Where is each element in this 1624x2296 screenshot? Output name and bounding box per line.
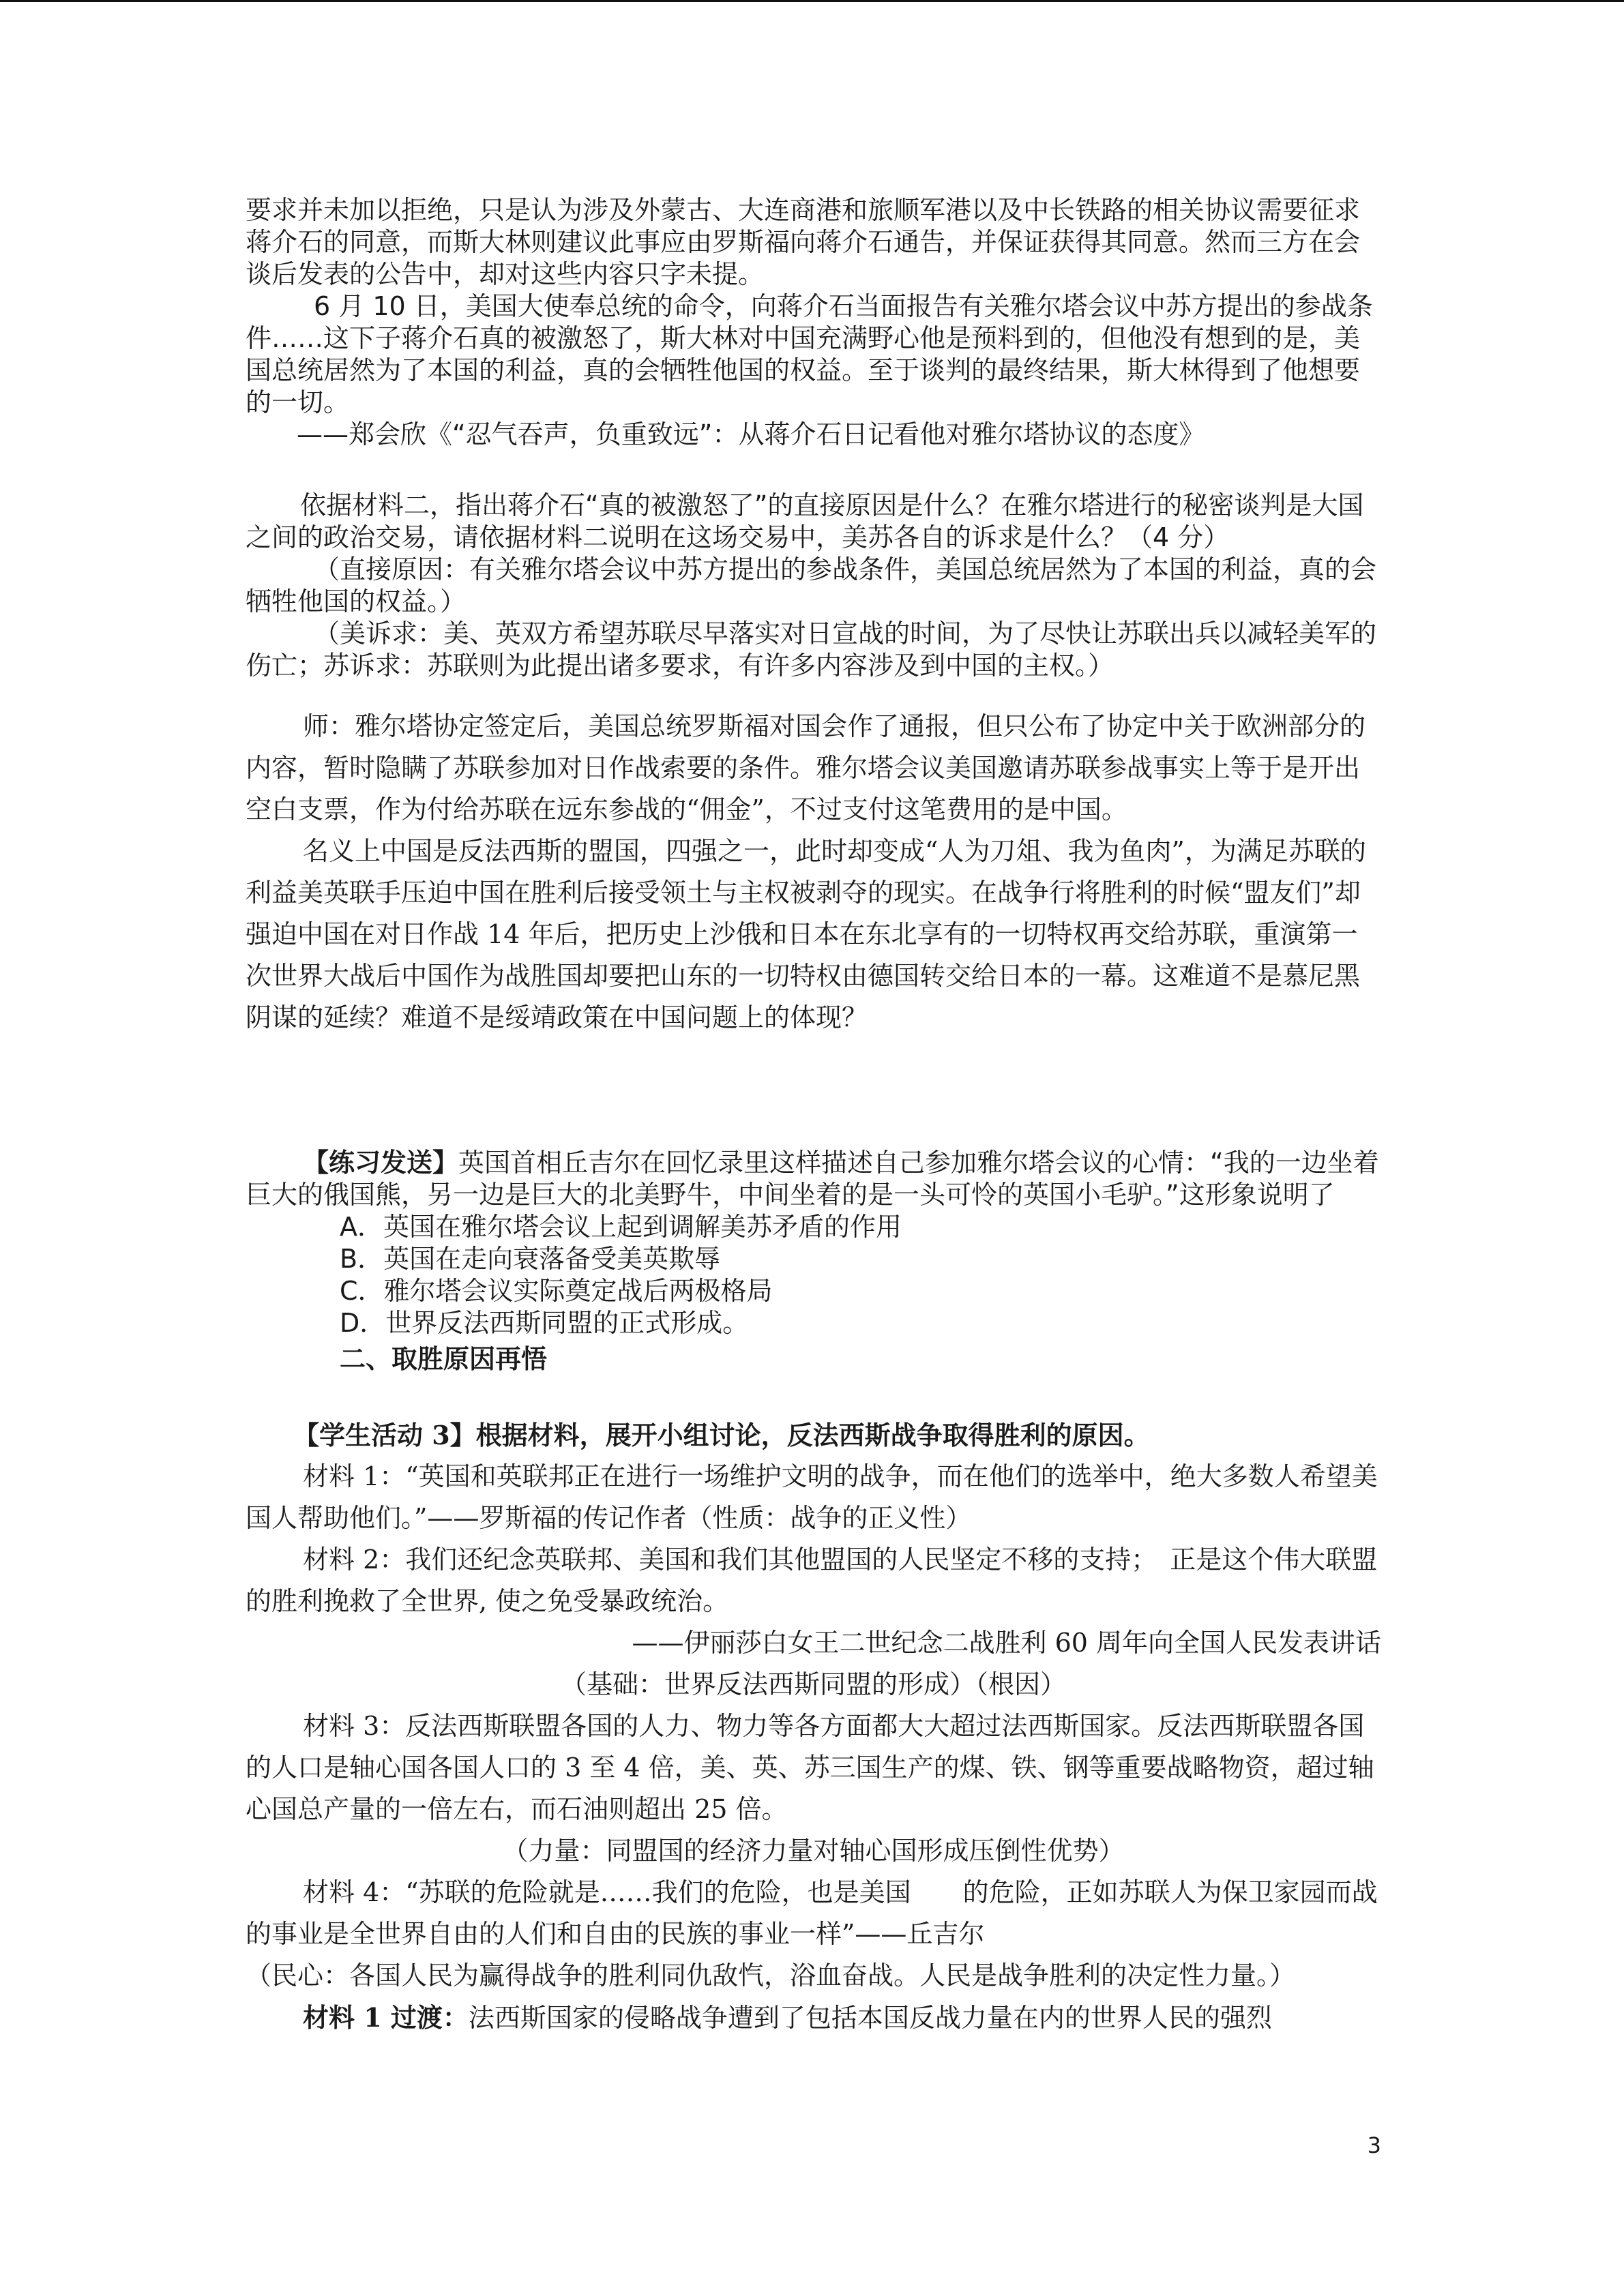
question-block [246,490,1381,682]
teacher-paragraph-1: 师：雅尔塔协定签定后，美国总统罗斯福对国会作了通报，但只公布了协定中关于欧洲部分的内容，暂时隐瞒了苏联参加对日作战索要的条件。雅尔塔会议美国邀请苏联参战事实上等于是开出空白支票，作为付给苏联在远东参战的“佣金”，不过支付这笔费用的是中国。 [246,711,1366,824]
material-3-note: （力量：同盟国的经济力量对轴心国形成压倒性优势） [502,1836,1125,1866]
answer-direct-cause: （直接原因：有关雅尔塔会议中苏方提出的参战条件，美国总统居然为了本国的利益，真的会牺牲他国的权益。） [246,554,1377,616]
option-c: C．雅尔塔会议实际奠定战后两极格局 [340,1276,773,1306]
transition-paragraph [246,1997,1381,2039]
excerpt-paragraph-1: 要求并未加以拒绝，只是认为涉及外蒙古、大连商港和旅顺军港以及中长铁路的相关协议需要征求蒋介石的同意，而斯大林则建议此事应由罗斯福向蒋介石通告，并保证获得其同意。然而三方在会谈后发表的公告中，却对这些内容只字未提。 [246,195,1361,289]
option-d: D．世界反法西斯同盟的正式形成。 [340,1308,749,1338]
excerpt-source: ——郑会欣《“忍气吞声，负重致远”：从蒋介石日记看他对雅尔塔协议的态度》 [297,419,1205,449]
activity-heading: 【学生活动 3】根据材料，展开小组讨论，反法西斯战争取得胜利的原因。 [293,1420,1150,1450]
material-2-source: ——伊丽莎白女王二世纪念二战胜利 60 周年向全国人民发表讲话 [632,1628,1381,1658]
transition-label: 材料 1 过渡： [303,2002,469,2033]
material-2: 材料 2：我们还纪念英联邦、美国和我们其他盟国的人民坚定不移的支持； 正是这个伟大联盟的胜利挽救了全世界, 使之免受暴政统治。 [246,1545,1378,1616]
material-4-note: （民心：各国人民为赢得战争的胜利同仇敌忾，浴血奋战。人民是战争胜利的决定性力量。） [246,1960,1296,1991]
answer-demands: （美诉求：美、英双方希望苏联尽早落实对日宣战的时间，为了尽快让苏联出兵以减轻美军的伤亡；苏诉求：苏联则为此提出诸多要求，有许多内容涉及到中国的主权。） [246,618,1377,681]
question-text: 依据材料二，指出蒋介石“真的被激怒了”的直接原因是什么？在雅尔塔进行的秘密谈判是大国之间的政治交易，请依据材料二说明在这场交易中，美苏各自的诉求是什么？（4 分） [246,490,1364,552]
practice-exercise [246,1147,1381,1375]
student-activity [246,1414,1381,2039]
option-a: A．英国在雅尔塔会议上起到调解美苏矛盾的作用 [340,1212,902,1242]
page-number: 3 [1367,2132,1381,2158]
material-3: 材料 3：反法西斯联盟各国的人力、物力等各方面都大大超过法西斯国家。反法西斯联盟各国的人口是轴心国各国人口的 3 至 4 倍，美、英、苏三国生产的煤、铁、钢等重要战略物资，超过轴心国总产量的一倍左右，而石油则超出 25 倍。 [246,1711,1374,1824]
excerpt-paragraph-2: 6 月 10 日，美国大使奉总统的命令，向蒋介石当面报告有关雅尔塔会议中苏方提出的参战条件……这下子蒋介石真的被激怒了，斯大林对中国充满野心他是预料到的，但他没有想到的是，美国总统居然为了本国的利益，真的会牺牲他国的权益。至于谈判的最终结果，斯大林得到了他想要的一切。 [246,291,1373,417]
practice-label: 【练习发送】 [303,1148,459,1178]
section-heading: 二、取胜原因再悟 [340,1344,548,1374]
material-1: 材料 1：“英国和英联邦正在进行一场维护文明的战争，而在他们的选举中，绝大多数人希望美国人帮助他们。”——罗斯福的传记作者（性质：战争的正义性） [246,1461,1378,1533]
option-b: B．英国在走向衰落备受美英欺辱 [340,1244,721,1274]
teacher-paragraph-2: 名义上中国是反法西斯的盟国，四强之一，此时却变成“人为刀俎、我为鱼肉”，为满足苏联的利益美英联手压迫中国在胜利后接受领土与主权被剥夺的现实。在战争行将胜利的时候“盟友们”却强迫中国在对日作战 14 年后，把历史上沙俄和日本在东北享有的一切特权再交给苏联，重演第一次世界大战后中国作为战胜国却要把山东的一切特权由德国转交给日本的一幕。这难道不是慕尼黑阴谋的延续？难道不是绥靖政策在中国问题上的体现？ [246,836,1366,1032]
practice-question [246,1147,1381,1211]
practice-text: 英国首相丘吉尔在回忆录里这样描述自己参加雅尔塔会议的心情：“我的一边坐着巨大的俄国熊，另一边是巨大的北美野牛，中间坐着的是一头可怜的英国小毛驴。”这形象说明了 [246,1148,1379,1210]
material-2-note: （基础：世界反法西斯同盟的形成）（根因） [560,1669,1066,1699]
material-4: 材料 4：“苏联的危险就是……我们的危险，也是美国 的危险，正如苏联人为保卫家园而战的事业是全世界自由的人们和自由的民族的事业一样”——丘吉尔 [246,1877,1378,1949]
top-border-line [0,0,1624,2]
material-two-excerpt [246,194,1381,451]
transition-text: 法西斯国家的侵略战争遭到了包括本国反战力量在内的世界人民的强烈 [468,2003,1272,2033]
teacher-commentary [246,706,1381,1039]
